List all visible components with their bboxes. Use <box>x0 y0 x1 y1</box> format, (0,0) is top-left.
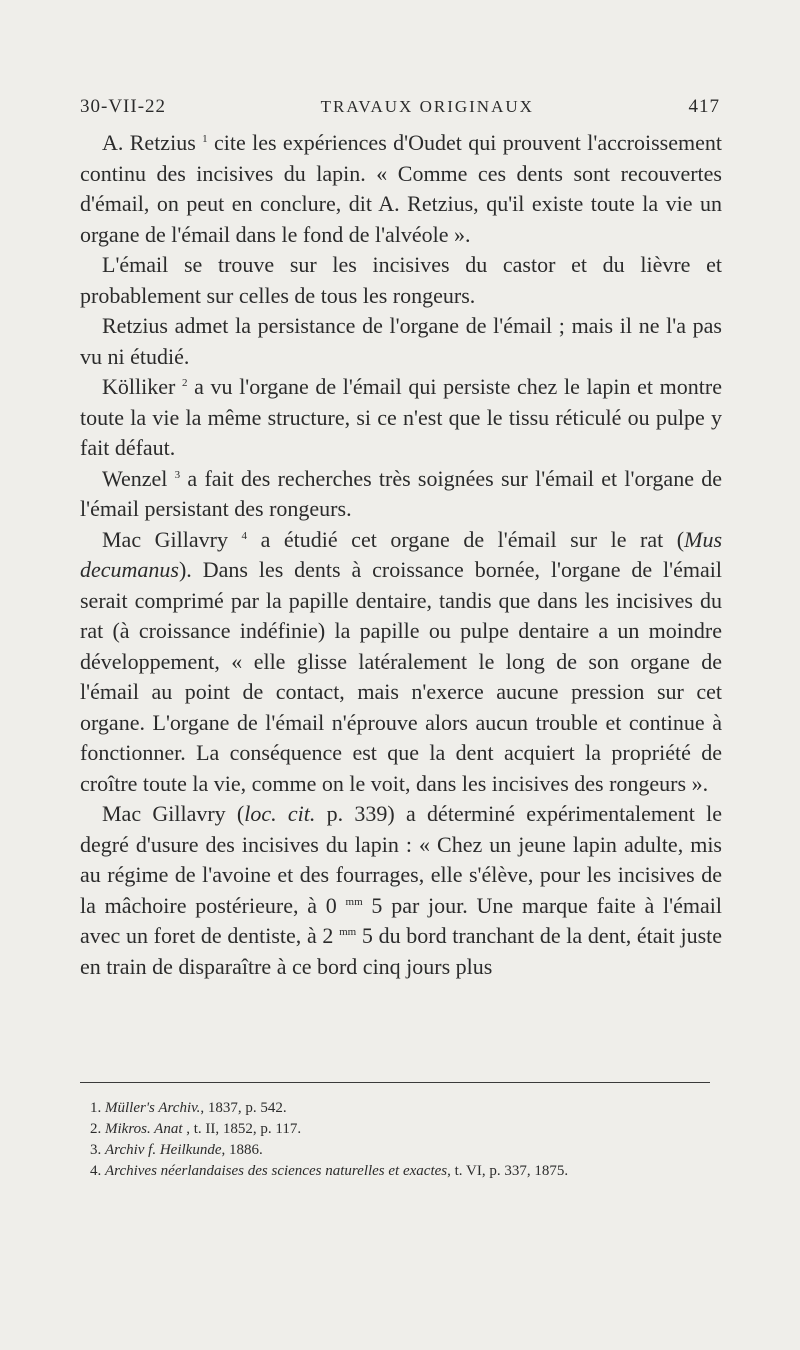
footnotes <box>80 1098 720 1182</box>
footnote-marker: mm <box>345 895 363 908</box>
text-run: a étudié cet organe de l'émail sur le rat ( <box>247 526 685 552</box>
text-run: Kölliker <box>102 374 182 399</box>
footnote <box>80 1161 720 1182</box>
text-run: A. Retzius <box>102 130 203 155</box>
italic-text: Mus decumanus <box>80 526 723 582</box>
paragraph <box>80 128 722 250</box>
footnote <box>80 1098 720 1119</box>
text-run: , t. II, 1852, p. 117. <box>182 1121 302 1137</box>
text-run: a vu l'organe de l'émail qui persiste chez le lapin et montre toute la vie la même structure, si ce n'est que le tissu réticulé ou pulpe y fait défaut. <box>80 374 722 460</box>
text-run: , 1886. <box>221 1142 263 1158</box>
paragraph <box>80 250 722 311</box>
footnote <box>80 1140 720 1161</box>
text-run: , t. VI, p. 337, 1875. <box>447 1163 569 1179</box>
footnote-marker: 3 <box>174 468 181 481</box>
italic-text: Müller's Archiv. <box>105 1100 201 1116</box>
body-text <box>80 128 722 982</box>
footnote-marker: 2 <box>181 377 188 389</box>
paragraph <box>80 372 722 464</box>
running-header <box>80 96 720 118</box>
text-run: , 1837, p. 542. <box>200 1100 287 1116</box>
text-run: 1. <box>90 1100 105 1116</box>
italic-text: Archiv f. Heilkunde <box>105 1142 222 1158</box>
italic-text: loc. cit. <box>244 801 316 826</box>
text-run: ). Dans les dents à croissance bornée, l'organe de l'émail serait comprimé par la papille dentaire, tandis que dans les incisives du rat (à croissance indéfinie) la papille ou pulpe dentaire a un moindre développement, « elle glisse latéralement le long de son organe de l'émail au point de contact, mais n'exerce aucune pression sur cet organe. L'organe de l'émail n'éprouve alors aucun trouble et continue à fonctionner. La conséquence est que la dent acquiert la propriété de croître toute la vie, comme on le voit, dans les incisives des rongeurs ». <box>80 557 722 796</box>
italic-text: Archives néerlandaises des sciences naturelles et exactes <box>105 1163 448 1179</box>
header-date: 30-VII-22 <box>80 96 167 117</box>
footnote-marker: mm <box>339 926 357 938</box>
paragraph <box>80 799 722 982</box>
text-run: 3. <box>90 1142 105 1158</box>
text-run: p. 339) a déterminé expérimentalement le degré d'usure des incisives du lapin : « Chez un jeune lapin adulte, mis au régime de l'avoine et des fourrages, elle s'élève, pour les incisives de la mâchoire postérieure, à 0 <box>80 801 723 918</box>
footnote-marker: 1 <box>202 133 208 145</box>
footnote-separator <box>80 1082 710 1083</box>
text-run: 5 par jour. Une marque faite à l'émail avec un foret de dentiste, à 2 <box>80 892 723 948</box>
text-run: cite les expériences d'Oudet qui prouvent l'accroissement continu des incisives du lapin. « Comme ces dents sont recouvertes d'émail, on peut en conclure, dit A. Retzius, qu'il existe toute la vie un organe de l'émail dans le fond de l'alvéole ». <box>80 130 722 247</box>
text-run: Wenzel <box>102 465 175 491</box>
paragraph <box>80 311 722 372</box>
italic-text: Mikros. Anat <box>105 1121 183 1137</box>
text-run: 4. <box>90 1163 105 1179</box>
footnote <box>80 1119 720 1140</box>
text-run: Mac Gillavry <box>102 526 242 552</box>
text-run: Mac Gillavry ( <box>102 801 245 826</box>
paragraph <box>80 525 722 800</box>
paragraph <box>80 464 722 525</box>
text-run: 2. <box>90 1121 105 1137</box>
text-run: 5 du bord tranchant de la dent, était juste en train de disparaître à ce bord cinq jours plus <box>80 923 723 979</box>
text-run: a fait des recherches très soignées sur l'émail et l'organe de l'émail persistant des rongeurs. <box>80 465 722 521</box>
text-run: Retzius admet la persistance de l'organe de l'émail ; mais il ne l'a pas vu ni étudié. <box>80 313 722 369</box>
text-run: L'émail se trouve sur les incisives du castor et du lièvre et probablement sur celles de tous les rongeurs. <box>80 252 722 308</box>
footnote-marker: 4 <box>241 529 248 542</box>
header-title: TRAVAUX ORIGINAUX <box>320 97 534 116</box>
page-number: 417 <box>688 96 720 117</box>
